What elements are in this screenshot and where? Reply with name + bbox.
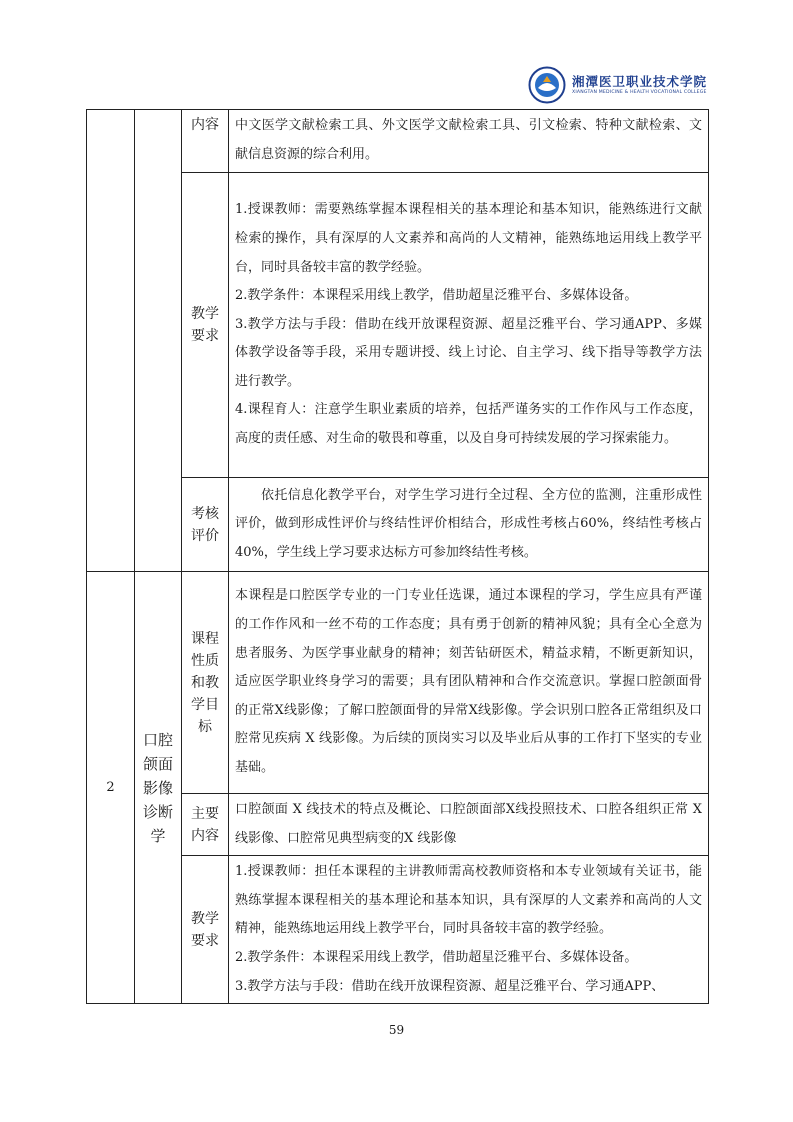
college-name: 湘潭医卫职业技术学院: [572, 74, 708, 89]
req-item: 2.教学条件：本课程采用线上教学，借助超星泛雅平台、多媒体设备。: [235, 949, 638, 965]
goal-paragraph: 本课程是口腔医学专业的一门专业任选课，通过本课程的学习，学生应具有严谨的工作作风和一丝不苟的工作态度；具有勇于创新的精神风貌；具有全心全意为患者服务、为医学事业献身的精神；刻苦钻研医术，精益求精，不断更新知识，适应医学职业终身学习的需要；具有团队精神和合作交流意识。掌握口腔颌面骨的正常X线影像；了解口腔颌面骨的异常X线影像。学会识别口腔各正常组织及口腔常见疾病 X 线影像。为后续的顶岗实习以及毕业后从事的工作打下坚实的专业基础。: [235, 588, 702, 775]
page-number: 59: [388, 1023, 405, 1037]
req-item: 3.教学方法与手段：借助在线开放课程资源、超星泛雅平台、学习通APP、: [235, 978, 665, 994]
content-paragraph: 中文医学文献检索工具、外文医学文献检索工具、引文检索、特种文献检索、文献信息资源的综合利用。: [235, 118, 702, 162]
college-seal-icon: [528, 66, 566, 104]
college-logo: [528, 66, 718, 106]
table-row: [87, 110, 709, 173]
req-item: 4.课程育人：注意学生职业素质的培养，包括严谨务实的工作作风与工作态度，高度的责任感、对生命的敬畏和尊重，以及自身可持续发展的学习探索能力。: [235, 402, 702, 447]
content-paragraph: 口腔颌面 X 线技术的特点及概论、口腔颌面部X线投照技术、口腔各组织正常 X 线影像、口腔常见典型病变的X 线影像: [235, 802, 702, 846]
content-text: [229, 110, 709, 173]
req-label-text: 教学要求: [191, 910, 219, 949]
table-row: [87, 572, 709, 794]
eval-label-text: 考核评价: [191, 505, 219, 544]
evaluation-text: [229, 478, 709, 572]
row-label-evaluation: [182, 478, 229, 572]
row-label-goals: [182, 572, 229, 794]
course-name-text: 口腔颌面影像诊断学: [143, 730, 174, 845]
row-label-requirements-2: [182, 856, 229, 1004]
req-item: 3.教学方法与手段：借助在线开放课程资源、超星泛雅平台、学习通APP、多媒体教学设备等手段，采用专题讲授、线上讨论、自主学习、线下指导等教学方法进行教学。: [235, 316, 702, 389]
row-label-content: 内容: [182, 110, 229, 173]
eval-paragraph: 依托信息化教学平台，对学生学习进行全过程、全方位的监测，注重形成性评价，做到形成性评价与终结性评价相结合，形成性考核占60%，终结性考核占40%，学生线上学习要求达标方可参加终结性考核。: [235, 487, 702, 560]
req-item: 1.授课教师：担任本课程的主讲教师需高校教师资格和本专业领域有关证书，能熟练掌握本课程相关的基本理论和基本知识，具有深厚的人文素养和高尚的人文精神，能熟练地运用线上教学平台，同时具备较丰富的教学经验。: [235, 864, 702, 937]
goals-text: [229, 572, 709, 794]
goal-label-text: 课程性质和教学目标: [191, 630, 219, 735]
requirements-text-2: [229, 856, 709, 1004]
row-label-main-content: [182, 794, 229, 856]
req-item: 1.授课教师：需要熟练掌握本课程相关的基本理论和基本知识，能熟练进行文献检索的操作，具有深厚的人文素养和高尚的人文精神，能熟练地运用线上教学平台，同时具备较丰富的教学经验。: [235, 202, 702, 275]
content-label-text: 主要内容: [191, 805, 219, 844]
req-label-text: 教学要求: [191, 306, 219, 344]
number-cell-empty: [87, 110, 135, 572]
course-name-cell-empty: [135, 110, 182, 572]
course-name: [135, 572, 182, 1004]
college-name-en: XIANGTAN MEDICINE & HEALTH VOCATIONAL COLLEGE: [572, 90, 707, 95]
curriculum-table: [86, 109, 709, 1004]
main-content-text: [229, 794, 709, 856]
requirements-text: [229, 173, 709, 478]
course-number: 2: [87, 572, 135, 1004]
req-item: 2.教学条件：本课程采用线上教学，借助超星泛雅平台、多媒体设备。: [235, 288, 638, 304]
row-label-requirements: [182, 173, 229, 478]
